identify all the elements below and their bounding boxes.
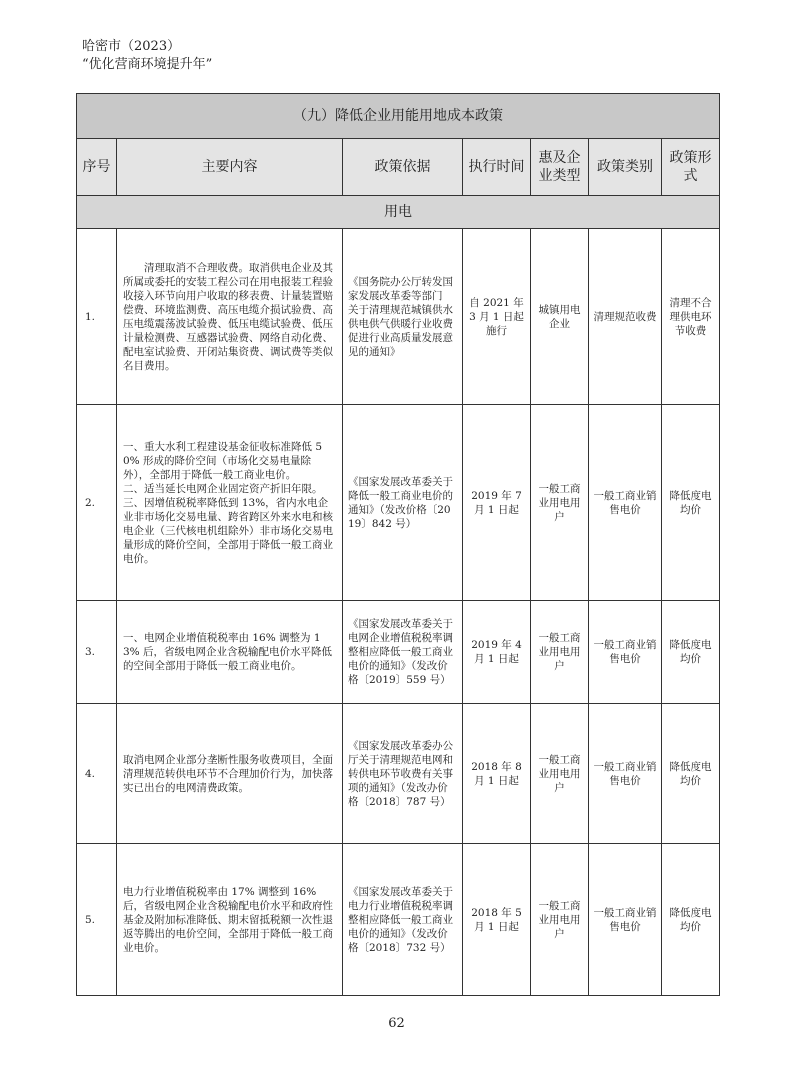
table-row — [77, 405, 720, 601]
table-row — [77, 704, 720, 844]
cell-seq: 1. — [77, 229, 117, 405]
cell-beneficiary: 城镇用电企业 — [531, 229, 589, 405]
cell-beneficiary: 一般工商业用电用户 — [531, 601, 589, 704]
table-row — [77, 844, 720, 996]
table-title: （九）降低企业用能用地成本政策 — [77, 94, 720, 139]
content-paragraph: 清理取消不合理收费。取消供电企业及其所属或委托的安装工程公司在用电报装工程验收接入环节向用户收取的移表费、计量装置赔偿费、环境监测费、高压电缆介损试验费、高压电缆震荡波试验费、低压电缆试验费、低压计量检测费、互感器试验费、网络自动化费、配电室试验费、开闭站集资费、调试费等类似名目费用。 — [123, 261, 333, 372]
content-paragraph: 取消电网企业部分垄断性服务收费项目，全面清理规范转供电环节不合理加价行为，加快落实已出台的电网清费政策。 — [123, 753, 333, 794]
section-title: 用电 — [77, 196, 720, 229]
cell-category: 一般工商业销售电价 — [589, 844, 662, 996]
column-header-content: 主要内容 — [117, 139, 343, 196]
basis-line: 《国家发展改革委关于电网企业增值税税率调整相应降低一般工商业电价的通知》（发改价格〔2019〕559 号） — [348, 618, 453, 686]
basis-line: 《国务院办公厅转发国家发展改革委等部门 — [348, 275, 453, 302]
document-header — [82, 38, 212, 74]
cell-category: 一般工商业销售电价 — [589, 704, 662, 844]
basis-line: 《国家发展改革委办公厅关于清理规范电网和转供电环节收费有关事项的通知》（发改办价格〔2018〕787 号） — [348, 739, 453, 808]
content-paragraph: 三、因增值税税率降低到 13%，省内水电企业非市场化交易电量、跨省跨区外来水电和核电企业（三代核电机组除外）非市场化交易电量形成的降价空间，全部用于降低一般工商业电价。 — [123, 496, 333, 565]
cell-form: 降低度电均价 — [662, 844, 720, 996]
cell-basis — [343, 844, 463, 996]
basis-line: 关于清理规范城镇供水供电供气供暖行业收费 — [348, 303, 453, 330]
basis-line: 促进行业高质量发展意见的通知》 — [348, 331, 453, 358]
cell-category: 清理规范收费 — [589, 229, 662, 405]
cell-basis — [343, 704, 463, 844]
cell-seq: 2. — [77, 405, 117, 601]
cell-form: 降低度电均价 — [662, 704, 720, 844]
header-line-1: 哈密市（2023） — [82, 39, 181, 54]
cell-content — [117, 405, 343, 601]
cell-content — [117, 601, 343, 704]
cell-form: 降低度电均价 — [662, 405, 720, 601]
cell-time: 自 2021 年 3 月 1 日起施行 — [463, 229, 531, 405]
column-header-basis: 政策依据 — [343, 139, 463, 196]
cell-time: 2018 年 5 月 1 日起 — [463, 844, 531, 996]
content-paragraph: 一、重大水利工程建设基金征收标准降低 50% 形成的降价空间（市场化交易电量除外），全部用于降低一般工商业电价。 — [123, 440, 323, 481]
basis-line: 《国家发展改革委关于降低一般工商业电价的通知》（发改价格〔2019〕842 号） — [348, 475, 453, 530]
cell-content — [117, 844, 343, 996]
basis-line: 《国家发展改革委关于电力行业增值税税率调整相应降低一般工商业电价的通知》（发改价格〔2018〕732 号） — [348, 885, 453, 954]
cell-beneficiary: 一般工商业用电用户 — [531, 405, 589, 601]
content-paragraph: 一、电网企业增值税税率由 16% 调整为 13% 后，省级电网企业含税输配电价水平降低的空间全部用于降低一般工商业电价。 — [123, 632, 332, 672]
cell-content — [117, 704, 343, 844]
cell-time: 2019 年 7 月 1 日起 — [463, 405, 531, 601]
cell-seq: 4. — [77, 704, 117, 844]
cell-time: 2019 年 4 月 1 日起 — [463, 601, 531, 704]
cell-form: 降低度电均价 — [662, 601, 720, 704]
table-row — [77, 229, 720, 405]
column-header-seq: 序号 — [77, 139, 117, 196]
cell-category: 一般工商业销售电价 — [589, 601, 662, 704]
cell-category: 一般工商业销售电价 — [589, 405, 662, 601]
cell-basis — [343, 405, 463, 601]
header-line-2: “优化营商环境提升年” — [82, 57, 213, 72]
cell-seq: 3. — [77, 601, 117, 704]
cell-seq: 5. — [77, 844, 117, 996]
policy-table — [76, 93, 720, 996]
column-header-time: 执行时间 — [463, 139, 531, 196]
column-header-beneficiary: 惠及企业类型 — [531, 139, 589, 196]
content-paragraph: 二、适当延长电网企业固定资产折旧年限。 — [123, 482, 323, 495]
cell-form: 清理不合理供电环节收费 — [662, 229, 720, 405]
page-number: 62 — [388, 1016, 405, 1031]
column-header-form: 政策形式 — [662, 139, 720, 196]
cell-basis — [343, 601, 463, 704]
cell-content — [117, 229, 343, 405]
content-paragraph: 电力行业增值税税率由 17% 调整到 16% 后，省级电网企业含税输配电价水平和政府性基金及附加标准降低、期末留抵税额一次性退返等腾出的电价空间，全部用于降低一般工商业电价。 — [123, 885, 333, 954]
table-row — [77, 601, 720, 704]
cell-basis — [343, 229, 463, 405]
cell-beneficiary: 一般工商业用电用户 — [531, 844, 589, 996]
column-header-category: 政策类别 — [589, 139, 662, 196]
cell-time: 2018 年 8 月 1 日起 — [463, 704, 531, 844]
cell-beneficiary: 一般工商业用电用户 — [531, 704, 589, 844]
